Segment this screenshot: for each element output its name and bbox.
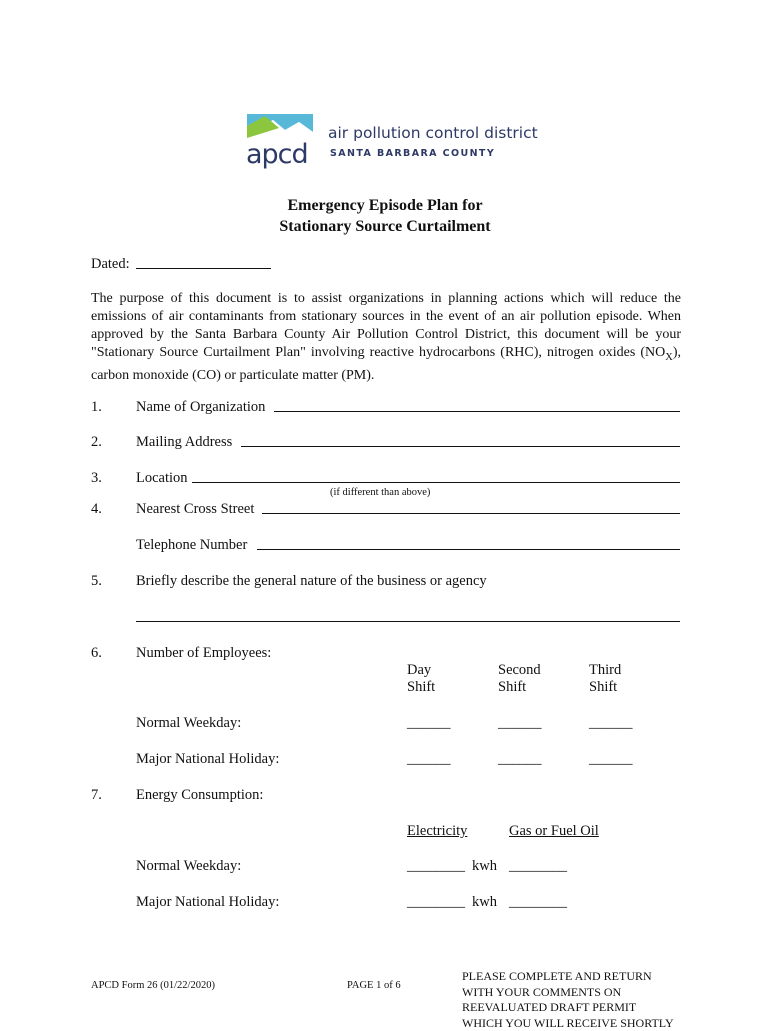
location-field[interactable] bbox=[192, 482, 680, 483]
item-5-number: 5. bbox=[91, 572, 102, 590]
energy-holiday-kwh-unit: kwh bbox=[472, 893, 497, 911]
energy-holiday-label: Major National Holiday: bbox=[136, 893, 279, 911]
item-1-number: 1. bbox=[91, 398, 102, 416]
business-nature-label: Briefly describe the general nature of the business or agency bbox=[136, 572, 487, 590]
electricity-header: Electricity bbox=[407, 822, 467, 840]
day-shift-header-line2: Shift bbox=[407, 678, 435, 696]
return-note-line2: WITH YOUR COMMENTS ON bbox=[462, 985, 674, 1001]
return-note-line1: PLEASE COMPLETE AND RETURN bbox=[462, 969, 674, 985]
return-note bbox=[462, 969, 674, 1031]
organization-name-field[interactable] bbox=[274, 411, 680, 412]
energy-consumption-label: Energy Consumption: bbox=[136, 786, 263, 804]
energy-holiday-gas-field[interactable]: ________ bbox=[509, 893, 567, 911]
energy-normal-electricity-field[interactable]: ________ bbox=[407, 857, 465, 875]
employees-holiday-third-field[interactable]: ______ bbox=[589, 750, 633, 768]
employees-holiday-second-field[interactable]: ______ bbox=[498, 750, 542, 768]
dated-label: Dated: bbox=[91, 255, 130, 273]
energy-normal-gas-field[interactable]: ________ bbox=[509, 857, 567, 875]
energy-normal-weekday-label: Normal Weekday: bbox=[136, 857, 241, 875]
third-shift-header-line1: Third bbox=[589, 661, 621, 679]
business-nature-field[interactable] bbox=[136, 621, 680, 622]
item-7-number: 7. bbox=[91, 786, 102, 804]
employees-normal-day-field[interactable]: ______ bbox=[407, 714, 451, 732]
energy-holiday-electricity-field[interactable]: ________ bbox=[407, 893, 465, 911]
employees-holiday-day-field[interactable]: ______ bbox=[407, 750, 451, 768]
telephone-label: Telephone Number bbox=[136, 536, 247, 554]
form-number: APCD Form 26 (01/22/2020) bbox=[91, 980, 215, 991]
day-shift-header-line1: Day bbox=[407, 661, 431, 679]
cross-street-label: Nearest Cross Street bbox=[136, 500, 254, 518]
item-6-number: 6. bbox=[91, 644, 102, 662]
purpose-paragraph: The purpose of this document is to assist organizations in planning actions which will reduce the emissions of air contaminants from stationary sources in the event of an air pollution episode. When approved by the Santa Barbara County Air Pollution Control District, this document will be your "Stationary Source Curtailment Plan" involving reactive hydrocarbons (RHC), nitrogen oxides $(NO_X)$, carbon monoxide (CO) or particulate matter (PM). bbox=[91, 290, 681, 385]
item-4-number: 4. bbox=[91, 500, 102, 518]
employees-holiday-label: Major National Holiday: bbox=[136, 750, 279, 768]
return-note-line4: WHICH YOU WILL RECEIVE SHORTLY bbox=[462, 1016, 674, 1031]
item-3-number: 3. bbox=[91, 469, 102, 487]
logo-abbreviation: apcd bbox=[246, 139, 308, 170]
logo-district-name: air pollution control district bbox=[328, 124, 538, 142]
logo-county-name: SANTA BARBARA COUNTY bbox=[330, 148, 495, 159]
document-title-line2: Stationary Source Curtailment bbox=[0, 218, 770, 236]
third-shift-header-line2: Shift bbox=[589, 678, 617, 696]
document-title-line1: Emergency Episode Plan for bbox=[0, 197, 770, 215]
second-shift-header-line1: Second bbox=[498, 661, 541, 679]
gas-fuel-oil-header: Gas or Fuel Oil bbox=[509, 822, 599, 840]
telephone-field[interactable] bbox=[257, 549, 680, 550]
dated-field[interactable] bbox=[136, 268, 271, 269]
employees-normal-second-field[interactable]: ______ bbox=[498, 714, 542, 732]
employees-normal-third-field[interactable]: ______ bbox=[589, 714, 633, 732]
second-shift-header-line2: Shift bbox=[498, 678, 526, 696]
page-number: PAGE 1 of 6 bbox=[347, 980, 401, 991]
location-note: (if different than above) bbox=[330, 487, 430, 498]
organization-name-label: Name of Organization bbox=[136, 398, 265, 416]
mailing-address-label: Mailing Address bbox=[136, 433, 232, 451]
location-label: Location bbox=[136, 469, 188, 487]
return-note-line3: REEVALUATED DRAFT PERMIT bbox=[462, 1000, 674, 1016]
mailing-address-field[interactable] bbox=[241, 446, 680, 447]
employees-normal-weekday-label: Normal Weekday: bbox=[136, 714, 241, 732]
cross-street-field[interactable] bbox=[262, 513, 680, 514]
energy-normal-kwh-unit: kwh bbox=[472, 857, 497, 875]
item-2-number: 2. bbox=[91, 433, 102, 451]
employees-label: Number of Employees: bbox=[136, 644, 271, 662]
